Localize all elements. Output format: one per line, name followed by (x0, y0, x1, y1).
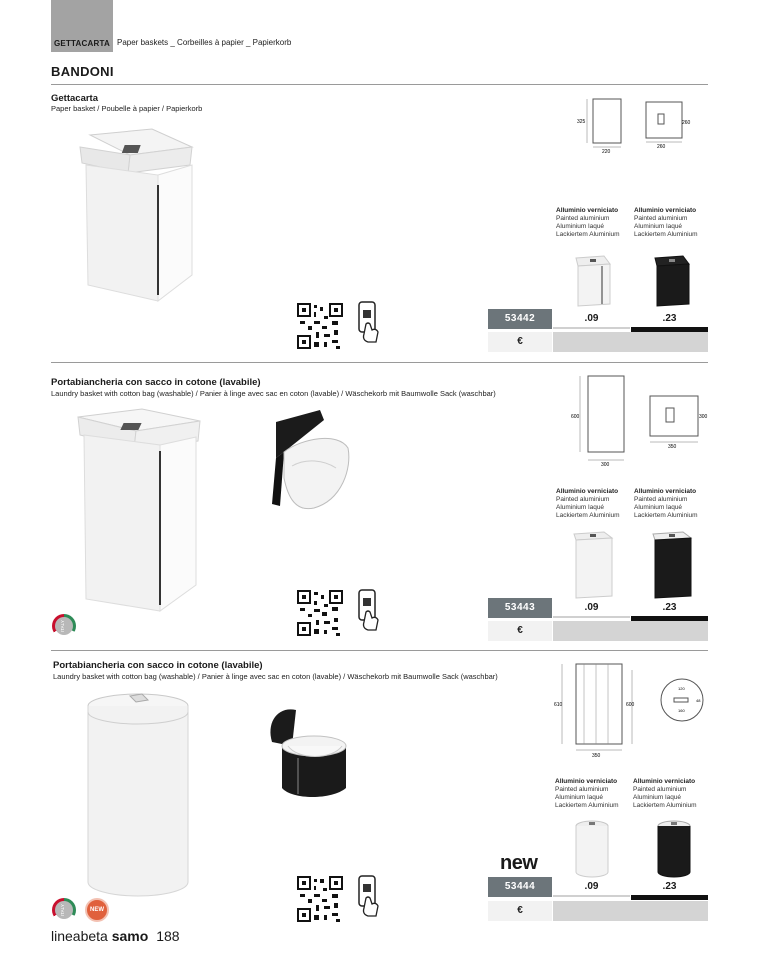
footer-brand-bold: samo (111, 928, 149, 944)
product-image-laundry-basket-square (72, 405, 204, 617)
breadcrumb: Paper baskets _ Corbeilles à papier _ Papierkorb (117, 38, 292, 47)
currency-label: € (488, 332, 552, 352)
variant-white-thumb (568, 528, 618, 600)
dim-top-width: 260 (657, 144, 666, 150)
dim-height: 325 (577, 119, 586, 125)
dim-height-inner: 600 (626, 702, 635, 708)
dim-height: 610 (554, 702, 563, 708)
dimension-drawing-front (575, 95, 635, 153)
dim-top-c: 48 (696, 698, 701, 703)
product-title: Portabiancheria con sacco in cotone (lavabile) (51, 377, 261, 388)
divider (51, 84, 708, 85)
dimension-drawing-front (552, 660, 642, 760)
dim-top-b: 160 (678, 708, 685, 713)
variant-code-black: .23 (631, 877, 708, 900)
divider (51, 650, 708, 651)
dim-top-depth: 260 (682, 120, 691, 126)
section-tab (51, 0, 113, 52)
qr-code-icon[interactable] (296, 589, 344, 637)
product-title: Gettacarta (51, 93, 98, 104)
page-number: 188 (156, 928, 180, 944)
finish-header: Alluminio verniciato Painted aluminium Aluminium laqué Lackiertem Aluminium (556, 488, 620, 519)
variant-code-black: .23 (631, 598, 708, 621)
divider (51, 362, 708, 363)
dim-top-depth: 300 (699, 414, 708, 420)
variant-code-black: .23 (631, 309, 708, 332)
collection-title: BANDONI (51, 64, 114, 79)
dim-width: 300 (601, 462, 610, 468)
variant-code-white: .09 (553, 598, 630, 618)
dimension-drawing-top (644, 390, 708, 452)
product-code: 53442 (488, 309, 552, 329)
finish-header: Alluminio verniciato Painted aluminium Aluminium laqué Lackiertem Aluminium (556, 207, 620, 238)
product-title: Portabiancheria con sacco in cotone (lavabile) (53, 660, 263, 671)
variant-code-white: .09 (553, 877, 630, 897)
italy-badge: ITALY (52, 898, 76, 922)
dim-top-a: 120 (678, 686, 685, 691)
variant-black-thumb (652, 818, 696, 880)
variant-white-thumb (570, 818, 614, 880)
product-image-laundry-basket-round (84, 690, 194, 900)
qr-code-icon[interactable] (296, 302, 344, 350)
phone-scan-icon (356, 874, 382, 918)
italy-badge: ITALY (52, 614, 76, 638)
currency-label: € (488, 901, 552, 921)
dimension-drawing-top (656, 676, 708, 726)
qr-code-icon[interactable] (296, 875, 344, 923)
dim-width: 350 (592, 753, 601, 759)
price-bar (553, 901, 708, 921)
product-code: 53444 (488, 877, 552, 897)
footer-brand (51, 928, 180, 944)
finish-header: Alluminio verniciato Painted aluminium Aluminium laqué Lackiertem Aluminium (633, 778, 697, 809)
variant-code-white: .09 (553, 309, 630, 329)
section-tab-label: GETTACARTA (54, 39, 110, 48)
dim-top-width: 350 (668, 444, 677, 450)
variant-white-thumb (568, 252, 618, 308)
new-label: new (500, 852, 538, 874)
price-bar (553, 332, 708, 352)
product-subtitle: Laundry basket with cotton bag (washable) / Panier à linge avec sac en coton (lavable) / Wäschekorb mit Baumwolle Sack (waschbar) (53, 672, 498, 681)
finish-header: Alluminio verniciato Painted aluminium Aluminium laqué Lackiertem Aluminium (634, 488, 698, 519)
currency-label: € (488, 621, 552, 641)
product-code: 53443 (488, 598, 552, 618)
new-badge: NEW (85, 898, 109, 922)
finish-header: Alluminio verniciato Painted aluminium Aluminium laqué Lackiertem Aluminium (634, 207, 698, 238)
dimension-drawing-front (568, 372, 638, 468)
dim-width: 220 (602, 149, 611, 153)
dim-height: 600 (571, 414, 580, 420)
product-image-paper-basket (72, 125, 202, 305)
product-detail-round-cotton-bag (262, 702, 350, 798)
product-subtitle: Paper basket / Poubelle à papier / Papierkorb (51, 104, 203, 113)
phone-scan-icon (356, 300, 382, 344)
variant-black-thumb (647, 528, 697, 600)
variant-black-thumb (647, 252, 697, 308)
product-detail-cotton-bag (262, 408, 352, 512)
finish-header: Alluminio verniciato Painted aluminium Aluminium laqué Lackiertem Aluminium (555, 778, 619, 809)
phone-scan-icon (356, 588, 382, 632)
footer-brand-light: lineabeta (51, 928, 108, 944)
dimension-drawing-top (640, 96, 696, 152)
product-subtitle: Laundry basket with cotton bag (washable) / Panier à linge avec sac en coton (lavable) / Wäschekorb mit Baumwolle Sack (waschbar) (51, 389, 496, 398)
price-bar (553, 621, 708, 641)
